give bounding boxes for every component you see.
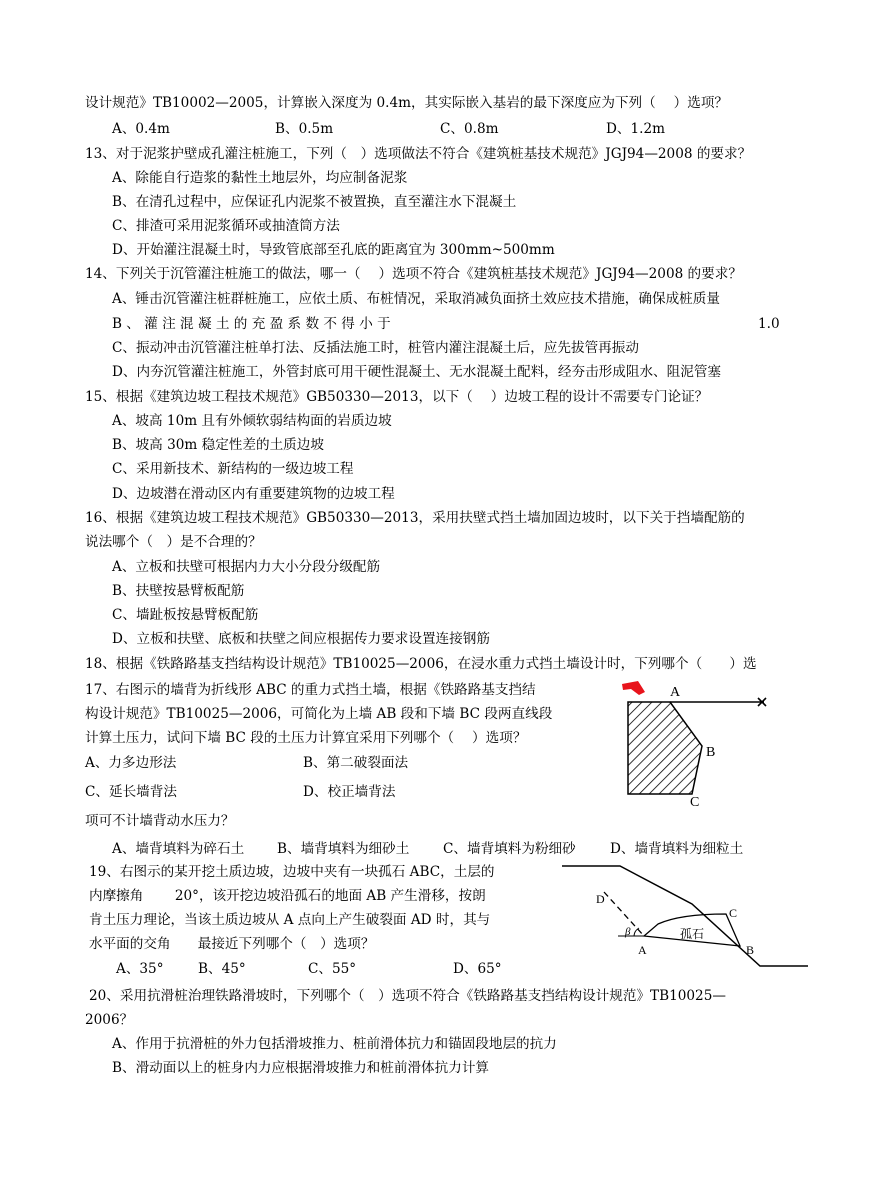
label-boulder: 孤石	[680, 927, 705, 941]
q15-stem: 15、根据《建筑边坡工程技术规范》GB50330—2013，以下（ ）边坡工程的设计不需要专门论证？	[85, 389, 709, 405]
q19-option-d: D、65°	[453, 961, 502, 977]
q16-stem: 16、根据《建筑边坡工程技术规范》GB50330—2013，采用扶壁式挡土墙加固边坡时，以下关于挡墙配筋的	[85, 510, 745, 526]
q12-stem-continuation: 设计规范》TB10002—2005，计算嵌入深度为 0.4m，其实际嵌入基岩的最下深度应为下列（ ）选项？	[85, 95, 729, 111]
q19-option-c: C、55°	[308, 961, 357, 977]
q19-stem-line-4: 水平面的交角 最接近下列哪个（ ）选项？	[89, 936, 375, 952]
q14-option-b-value: 1.0	[758, 316, 780, 332]
q12-option-a: A、0.4m	[112, 121, 170, 137]
q18-options	[0, 840, 869, 858]
q19-stem-line-2: 内摩擦角 20°，该开挖边坡沿孤石的地面 AB 产生滑移，按朗	[89, 888, 486, 904]
q18-option-b: B、墙背填料为细砂土	[277, 841, 410, 857]
q18-stem-continuation: 项可不计墙背动水压力？	[85, 813, 235, 829]
label-b: B	[746, 943, 755, 957]
q16-stem-continuation: 说法哪个（ ）是不合理的？	[85, 534, 262, 550]
q20-option-b: B、滑动面以上的桩身内力应根据滑坡推力和桩前滑体抗力计算	[112, 1060, 490, 1076]
q20-stem-continuation: 2006？	[85, 1012, 134, 1028]
q14-stem: 14、下列关于沉管灌注桩施工的做法，哪一（ ）选项不符合《建筑桩基技术规范》JGJ94—2008 的要求？	[85, 266, 742, 282]
label-d: D	[596, 892, 605, 906]
q14-option-c: C、振动冲击沉管灌注桩单打法、反插法施工时，桩管内灌注混凝土后，应先拔管再振动	[112, 340, 639, 356]
retaining-wall-figure	[618, 676, 768, 808]
q18-stem: 18、根据《铁路路基支挡结构设计规范》TB10025—2006，在浸水重力式挡土墙设计时，下列哪个（ ）选	[85, 656, 757, 672]
q17-option-c: C、延长墙背法	[85, 784, 177, 800]
q16-option-a: A、立板和扶壁可根据内力大小分段分级配筋	[112, 559, 381, 575]
q19-option-b: B、45°	[198, 961, 246, 977]
q17-option-a: A、力多边形法	[85, 755, 177, 771]
q12-options	[0, 120, 869, 138]
q16-option-c: C、墙趾板按悬臂板配筋	[112, 607, 259, 623]
q17-option-b: B、第二破裂面法	[303, 755, 409, 771]
q19-stem-line-1: 19、右图示的某开挖土质边坡，边坡中夹有一块孤石 ABC，土层的	[89, 864, 495, 880]
q18-option-a: A、墙背填料为碎石土	[112, 841, 245, 857]
label-c: C	[729, 906, 738, 920]
q16-option-d: D、立板和扶壁、底板和扶壁之间应根据传力要求设置连接钢筋	[112, 631, 490, 647]
q13-option-a: A、除能自行造浆的黏性土地层外，均应制备泥浆	[112, 170, 408, 186]
red-marker-icon	[622, 681, 645, 695]
q17-stem-line-3: 计算土压力，试问下墙 BC 段的土压力计算宜采用下列哪个（ ）选项？	[85, 730, 527, 746]
q12-option-c: C、0.8m	[440, 121, 499, 137]
q15-option-a: A、坡高 10m 且有外倾软弱结构面的岩质边坡	[112, 413, 392, 429]
q20-option-a: A、作用于抗滑桩的外力包括滑坡推力、桩前滑体抗力和锚固段地层的抗力	[112, 1036, 557, 1052]
q13-option-b: B、在清孔过程中，应保证孔内泥浆不被置换，直至灌注水下混凝土	[112, 194, 517, 210]
q18-option-d: D、墙背填料为细粒土	[610, 841, 744, 857]
q17-stem-line-2: 构设计规范》TB10025—2006，可简化为上墙 AB 段和下墙 BC 段两直线段	[85, 706, 553, 722]
label-a: A	[670, 685, 681, 700]
wall-body	[628, 702, 702, 794]
q19-option-a: A、35°	[116, 961, 164, 977]
q13-option-d: D、开始灌注混凝土时，导致管底部至孔底的距离宜为 300mm~500mm	[112, 242, 555, 258]
q15-option-c: C、采用新技术、新结构的一级边坡工程	[112, 461, 354, 477]
q16-option-b: B、扶壁按悬臂板配筋	[112, 583, 245, 599]
q15-option-d: D、边坡潜在滑动区内有重要建筑物的边坡工程	[112, 486, 395, 502]
q13-option-c: C、排渣可采用泥浆循环或抽渣筒方法	[112, 218, 340, 234]
q20-stem: 20、采用抗滑桩治理铁路滑坡时，下列哪个（ ）选项不符合《铁路路基支挡结构设计规范》TB10025—	[89, 988, 726, 1004]
q15-option-b: B、坡高 30m 稳定性差的土质边坡	[112, 437, 324, 453]
q12-option-b: B、0.5m	[275, 121, 334, 137]
label-b: B	[706, 745, 716, 760]
rupture-plane-ad	[604, 892, 644, 936]
label-c: C	[690, 795, 700, 808]
q19-stem-line-3: 肯土压力理论，当该土质边坡从 A 点向上产生破裂面 AD 时，其与	[89, 912, 491, 928]
label-a: A	[638, 943, 647, 957]
q14-option-b: B 、 灌 注 混 凝 土 的 充 盈 系 数 不 得 小 于	[112, 316, 391, 332]
q17-option-d: D、校正墙背法	[303, 784, 396, 800]
q14-option-a: A、锤击沉管灌注桩群桩施工，应依土质、布桩情况，采取消减负面挤土效应技术措施，确保成桩质量	[112, 291, 720, 307]
q14-option-d: D、内夯沉管灌注桩施工，外管封底可用干硬性混凝土、无水混凝土配料，经夯击形成阻水、阻泥管塞	[112, 364, 722, 380]
q12-option-d: D、1.2m	[606, 121, 666, 137]
excavated-slope-figure	[560, 862, 810, 974]
q17-stem-line-1: 17、右图示的墙背为折线形 ABC 的重力式挡土墙，根据《铁路路基支挡结	[85, 682, 536, 698]
q13-stem: 13、对于泥浆护壁成孔灌注桩施工，下列（ ）选项做法不符合《建筑桩基技术规范》JGJ94—2008 的要求？	[85, 146, 752, 162]
q18-option-c: C、墙背填料为粉细砂	[443, 841, 576, 857]
label-beta: β	[625, 926, 631, 938]
